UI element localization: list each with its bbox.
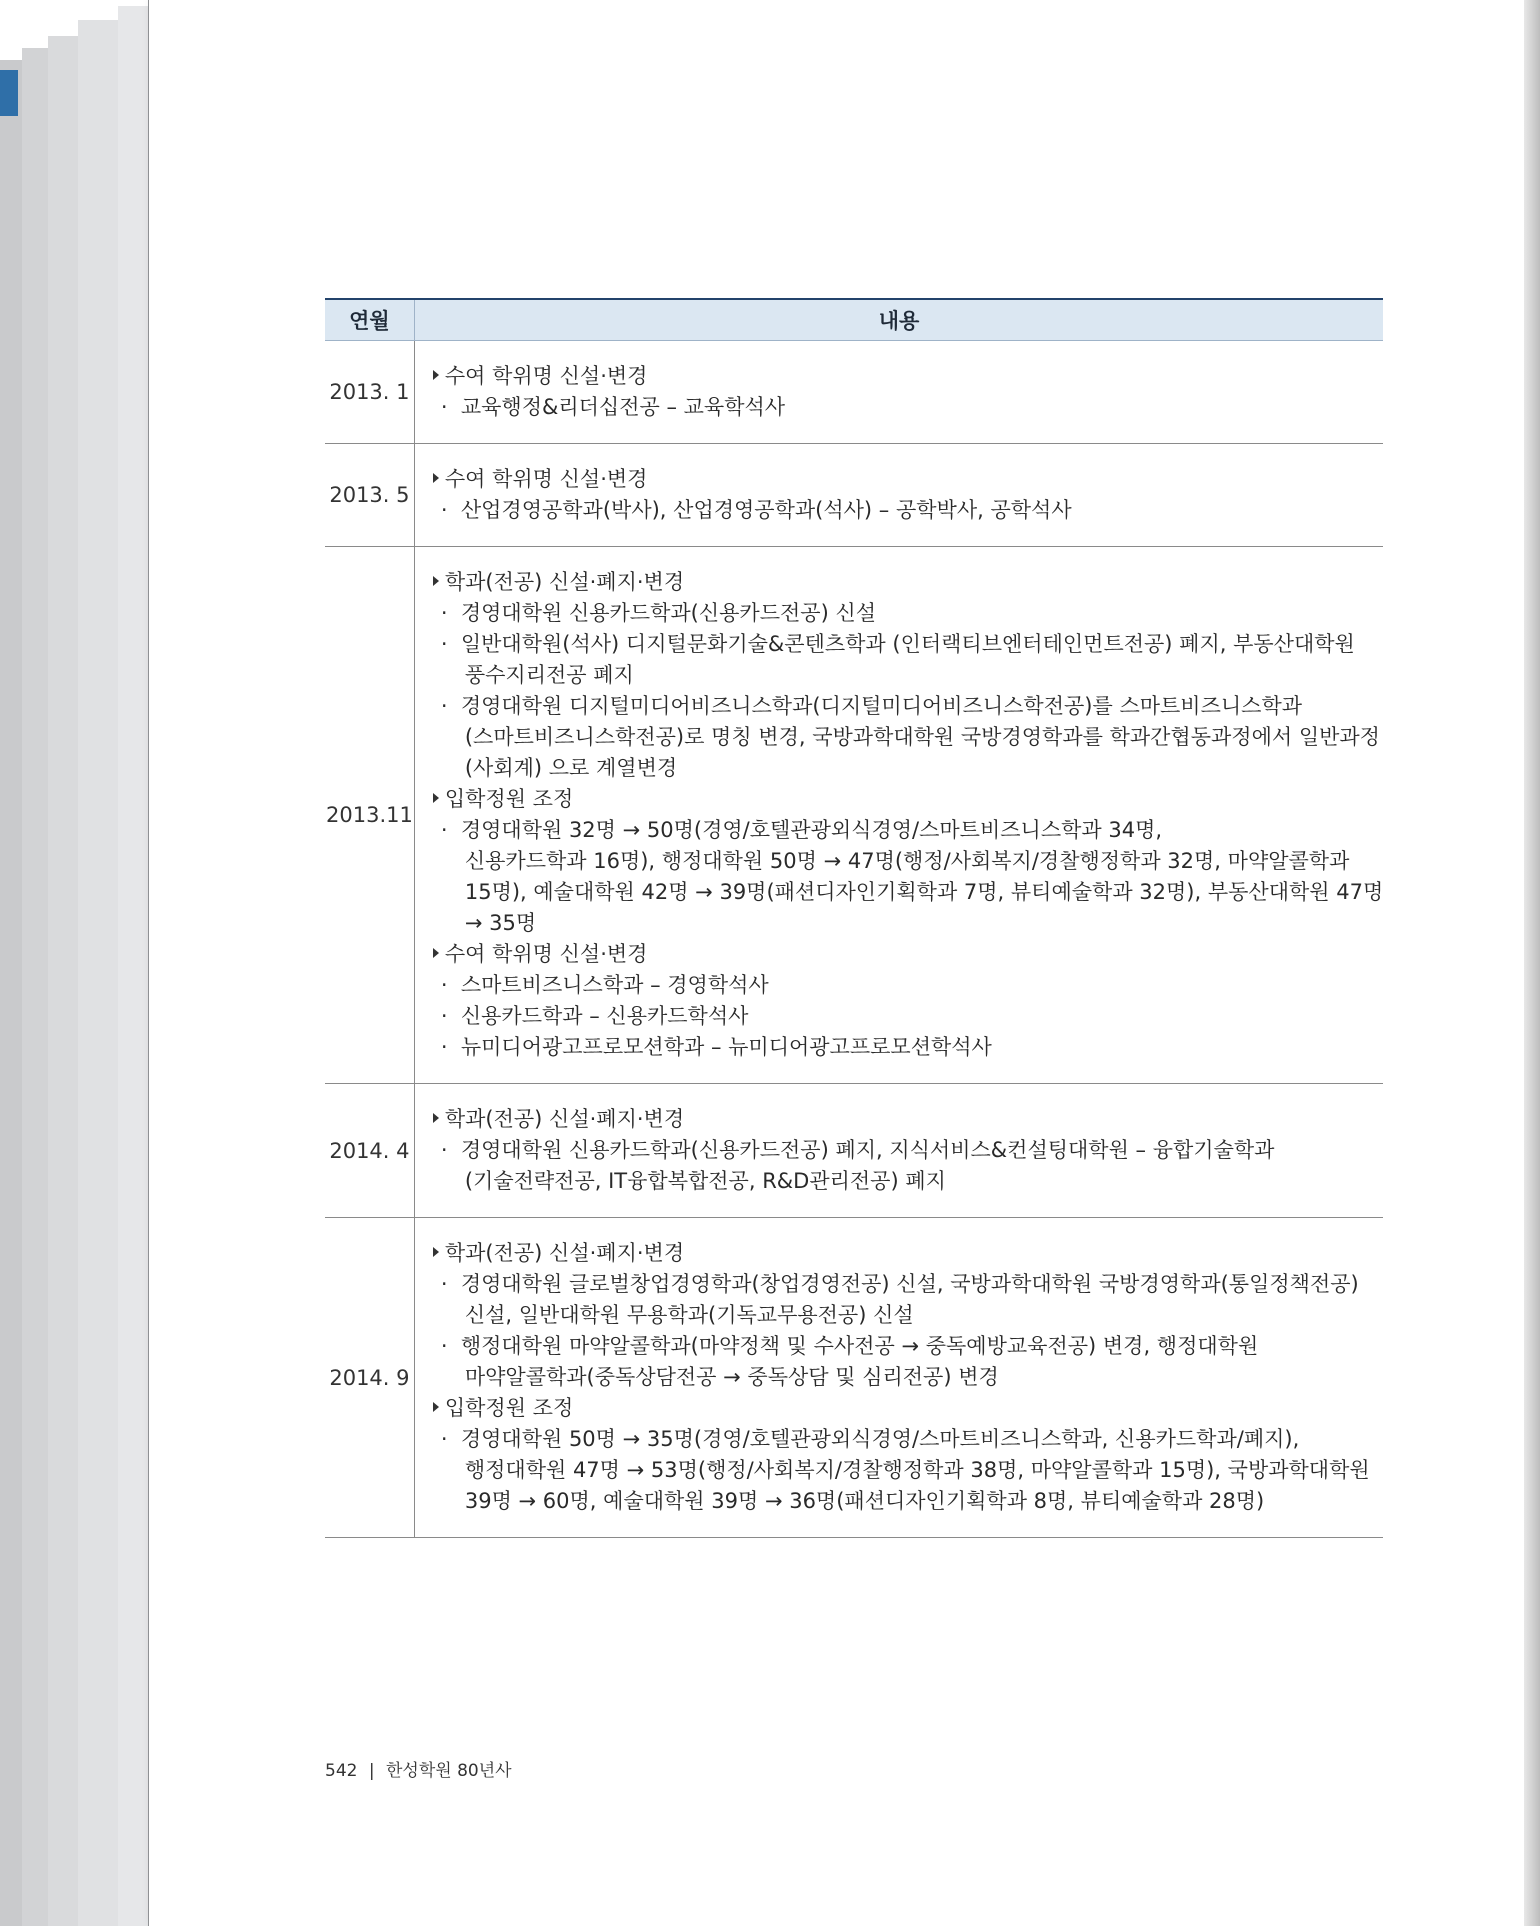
table-row (325, 1218, 1383, 1538)
bullet-text: 경영대학원 신용카드학과(신용카드전공) 폐지, 지식서비스&컨설팅대학원 – 융합기술학과 (460, 1138, 1275, 1162)
bullet-dot: · (440, 395, 448, 419)
bullet-dot: · (440, 973, 448, 997)
bullet-text: 교육행정&리더십전공 – 교육학석사 (460, 395, 786, 419)
row-date: 2013. 5 (325, 444, 414, 547)
row-content (414, 444, 1383, 547)
book-title: 한성학원 80년사 (386, 1761, 512, 1781)
bullet-text: 경영대학원 32명 → 50명(경영/호텔관광외식경영/스마트비즈니스학과 34명, (460, 818, 1163, 842)
section-heading (433, 1393, 1383, 1424)
bullet-item (433, 815, 1383, 846)
section-heading-text: 수여 학위명 신설·변경 (444, 364, 648, 388)
row-content (414, 1084, 1383, 1218)
bullet-item (433, 1135, 1383, 1166)
bullet-continuation: 행정대학원 47명 → 53명(행정/사회복지/경찰행정학과 38명, 마약알콜학과 15명), 국방과학대학원 (464, 1458, 1370, 1482)
section-heading-text: 학과(전공) 신설·폐지·변경 (444, 1107, 685, 1131)
bullet-text: 스마트비즈니스학과 – 경영학석사 (460, 973, 769, 997)
column-header-date: 연월 (325, 299, 414, 341)
bullet-dot: · (440, 694, 448, 718)
bullet-text: 뉴미디어광고프로모션학과 – 뉴미디어광고프로모션학석사 (460, 1035, 992, 1059)
row-content (414, 547, 1383, 1084)
bullet-dot: · (440, 1427, 448, 1451)
row-content (414, 341, 1383, 444)
section-heading (433, 1238, 1383, 1269)
row-content (414, 1218, 1383, 1538)
bullet-continuation: (사회계) 으로 계열변경 (464, 756, 678, 780)
table-row (325, 1084, 1383, 1218)
bullet-continuation: 마약알콜학과(중독상담전공 → 중독상담 및 심리전공) 변경 (464, 1365, 999, 1389)
section-heading-text: 수여 학위명 신설·변경 (444, 467, 648, 491)
bullet-item (433, 1032, 1383, 1063)
bullet-item (433, 629, 1383, 660)
table-row (325, 341, 1383, 444)
page-edge (22, 48, 49, 1926)
bullet-dot: · (440, 1004, 448, 1028)
section-heading (433, 464, 1383, 495)
page-footer (325, 1756, 512, 1781)
bullet-dot: · (440, 1035, 448, 1059)
row-date: 2013.11 (325, 547, 414, 1084)
bullet-item (433, 598, 1383, 629)
section-heading (433, 567, 1383, 598)
bullet-item (433, 1331, 1383, 1362)
section-heading (433, 939, 1383, 970)
bullet-dot: · (440, 498, 448, 522)
bullet-item (433, 691, 1383, 722)
page-shadow (1524, 0, 1540, 1926)
bullet-continuation: 신용카드학과 16명), 행정대학원 50명 → 47명(행정/사회복지/경찰행정학과 32명, 마약알콜학과 (464, 849, 1350, 873)
bullet-item (433, 392, 1383, 423)
table-row (325, 444, 1383, 547)
table-body (325, 341, 1383, 1538)
bullet-text: 신용카드학과 – 신용카드학석사 (460, 1004, 749, 1028)
section-heading-text: 입학정원 조정 (444, 787, 574, 811)
page-edge (48, 36, 79, 1926)
table-row (325, 547, 1383, 1084)
section-heading (433, 361, 1383, 392)
bullet-text: 경영대학원 신용카드학과(신용카드전공) 신설 (460, 601, 877, 625)
table-header-row (325, 299, 1383, 341)
bullet-continuation: 신설, 일반대학원 무용학과(기독교무용전공) 신설 (464, 1303, 914, 1327)
footer-separator: | (368, 1761, 375, 1781)
bullet-text: 경영대학원 50명 → 35명(경영/호텔관광외식경영/스마트비즈니스학과, 신용카드학과/폐지), (460, 1427, 1300, 1451)
section-heading-text: 수여 학위명 신설·변경 (444, 942, 648, 966)
page-stack (0, 0, 150, 1926)
bullet-continuation: 15명), 예술대학원 42명 → 39명(패션디자인기획학과 7명, 뷰티예술학과 32명), 부동산대학원 47명 (464, 880, 1384, 904)
history-table (325, 298, 1383, 1538)
bullet-text: 산업경영공학과(박사), 산업경영공학과(석사) – 공학박사, 공학석사 (460, 498, 1072, 522)
bullet-dot: · (440, 1272, 448, 1296)
bullet-dot: · (440, 1334, 448, 1358)
section-heading (433, 784, 1383, 815)
bullet-text: 행정대학원 마약알콜학과(마약정책 및 수사전공 → 중독예방교육전공) 변경, 행정대학원 (460, 1334, 1259, 1358)
row-date: 2013. 1 (325, 341, 414, 444)
side-tab-marker (0, 70, 18, 116)
section-heading (433, 1104, 1383, 1135)
bullet-continuation: 39명 → 60명, 예술대학원 39명 → 36명(패션디자인기획학과 8명, 뷰티예술학과 28명) (464, 1489, 1265, 1513)
bullet-text: 일반대학원(석사) 디지털문화기술&콘텐츠학과 (인터랙티브엔터테인먼트전공) 폐지, 부동산대학원 (460, 632, 1355, 656)
bullet-text: 경영대학원 글로벌창업경영학과(창업경영전공) 신설, 국방과학대학원 국방경영학과(통일정책전공) (460, 1272, 1359, 1296)
bullet-dot: · (440, 1138, 448, 1162)
section-heading-text: 학과(전공) 신설·폐지·변경 (444, 1241, 685, 1265)
bullet-item (433, 1424, 1383, 1455)
bullet-text: 경영대학원 디지털미디어비즈니스학과(디지털미디어비즈니스학전공)를 스마트비즈니스학과 (460, 694, 1303, 718)
bullet-continuation: → 35명 (464, 911, 537, 935)
bullet-continuation: 풍수지리전공 폐지 (464, 663, 634, 687)
bullet-dot: · (440, 632, 448, 656)
bullet-dot: · (440, 601, 448, 625)
bullet-continuation: (기술전략전공, IT융합복합전공, R&D관리전공) 폐지 (464, 1169, 946, 1193)
bullet-item (433, 1269, 1383, 1300)
bullet-continuation: (스마트비즈니스학전공)로 명칭 변경, 국방과학대학원 국방경영학과를 학과간협동과정에서 일반과정 (464, 725, 1380, 749)
page-edge (118, 6, 149, 1926)
column-header-content: 내용 (414, 299, 1383, 341)
bullet-dot: · (440, 818, 448, 842)
section-heading-text: 학과(전공) 신설·폐지·변경 (444, 570, 685, 594)
page-edge (78, 20, 119, 1926)
bullet-item (433, 1001, 1383, 1032)
bullet-item (433, 970, 1383, 1001)
page-number: 542 (325, 1761, 358, 1781)
section-heading-text: 입학정원 조정 (444, 1396, 574, 1420)
page-edge (0, 60, 23, 1926)
row-date: 2014. 4 (325, 1084, 414, 1218)
bullet-item (433, 495, 1383, 526)
row-date: 2014. 9 (325, 1218, 414, 1538)
